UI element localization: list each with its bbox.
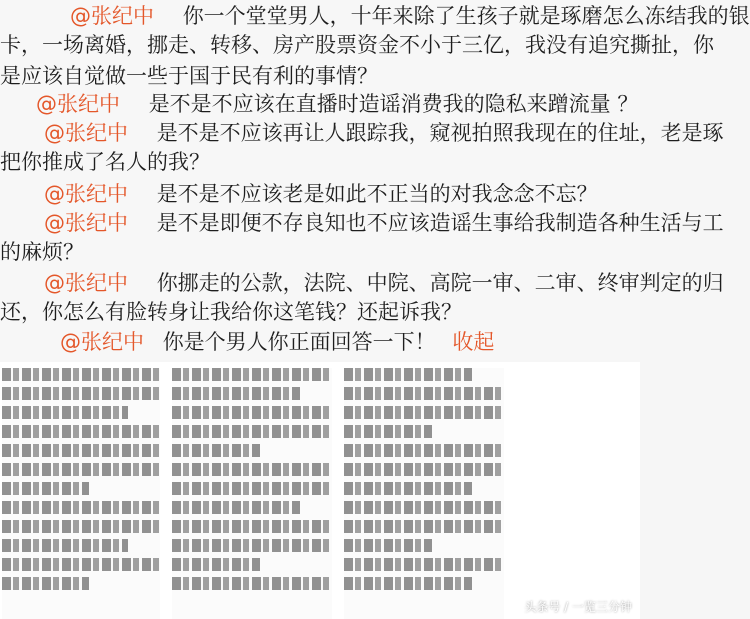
document-text-row bbox=[2, 501, 160, 514]
post-text: 还，你怎么有脸转身让我给你这笔钱？还起诉我？ bbox=[0, 300, 462, 324]
document-text-row bbox=[344, 425, 432, 438]
document-text-row bbox=[172, 558, 260, 571]
post-line-3 bbox=[0, 62, 378, 90]
mention-link[interactable]: @张纪中 bbox=[44, 182, 128, 206]
post-text: 你一个堂堂男人，十年来除了生孩子就是琢磨怎么冻结我的银 bbox=[182, 4, 750, 28]
post-line-4 bbox=[36, 90, 638, 118]
document-text-row bbox=[172, 577, 332, 590]
document-text-row bbox=[2, 425, 160, 438]
watermark-text: 头条号 / 一览三分钟 bbox=[524, 600, 632, 614]
document-text-row bbox=[2, 463, 160, 476]
post-text: 卡，一场离婚，挪走、转移、房产股票资金不小于三亿，我没有追究撕扯，你 bbox=[0, 33, 714, 57]
document-image-2 bbox=[172, 368, 332, 619]
document-text-row bbox=[2, 444, 160, 457]
post-text: 的麻烦？ bbox=[0, 240, 84, 264]
mention-link[interactable]: @张纪中 bbox=[44, 271, 128, 295]
document-text-row bbox=[172, 406, 332, 419]
post-line-11 bbox=[0, 298, 462, 326]
post-line-6 bbox=[0, 148, 210, 176]
mention-link[interactable]: @张纪中 bbox=[44, 121, 128, 145]
post-text: 把你推成了名人的我？ bbox=[0, 150, 210, 174]
document-text-row bbox=[2, 406, 128, 419]
document-text-row bbox=[344, 406, 504, 419]
document-text-row bbox=[344, 387, 504, 400]
document-text-row bbox=[172, 539, 332, 552]
document-text-row bbox=[344, 539, 432, 552]
mention-link[interactable]: @张纪中 bbox=[60, 330, 144, 354]
post-text: 是不是不应该在直播时造谣消费我的隐私来蹭流量 ？ bbox=[148, 92, 639, 116]
document-text-row bbox=[172, 520, 332, 533]
document-text-row bbox=[172, 463, 332, 476]
post-text: 是不是不应该老是如此不正当的对我念念不忘？ bbox=[156, 182, 598, 206]
document-text-row bbox=[2, 520, 160, 533]
document-text-row bbox=[344, 558, 504, 571]
document-text-row bbox=[2, 539, 128, 552]
document-image-1 bbox=[2, 368, 160, 619]
document-text-row bbox=[344, 482, 472, 495]
collapse-link[interactable]: 收起 bbox=[452, 330, 495, 354]
document-text-row bbox=[2, 558, 160, 571]
post-text: 是不是不应该再让人跟踪我，窥视拍照我现在的住址，老是琢 bbox=[156, 121, 724, 145]
document-text-row bbox=[172, 482, 332, 495]
document-image-3 bbox=[344, 368, 504, 619]
post-text: 是不是即便不存良知也不应该造谣生事给我制造各种生活与工 bbox=[156, 211, 724, 235]
post-line-5 bbox=[44, 119, 724, 147]
post-line-12 bbox=[60, 328, 494, 356]
document-text-row bbox=[2, 368, 160, 381]
post-line-7 bbox=[44, 180, 598, 208]
mention-link[interactable]: @张纪中 bbox=[36, 92, 120, 116]
mention-link[interactable]: @张纪中 bbox=[44, 211, 128, 235]
post-line-9 bbox=[0, 238, 84, 266]
document-text-row bbox=[2, 577, 89, 590]
document-text-row bbox=[344, 520, 504, 533]
post-line-8 bbox=[44, 209, 724, 237]
post-text: 你是个男人你正面回答一下！ bbox=[162, 330, 436, 354]
document-text-row bbox=[172, 387, 300, 400]
document-text-row bbox=[2, 387, 160, 400]
document-text-row bbox=[344, 444, 504, 457]
post-line-10 bbox=[44, 269, 724, 297]
post-text: 是应该自觉做一些于国于民有利的事情？ bbox=[0, 64, 378, 88]
document-text-row bbox=[172, 425, 332, 438]
post-line-1 bbox=[70, 2, 750, 30]
document-text-row bbox=[344, 368, 472, 381]
document-text-row bbox=[172, 444, 260, 457]
post-text: 你挪走的公款，法院、中院、高院一审、二审、终审判定的归 bbox=[156, 271, 724, 295]
document-text-row bbox=[172, 368, 332, 381]
document-text-row bbox=[172, 501, 300, 514]
document-text-row bbox=[344, 463, 504, 476]
document-text-row bbox=[344, 577, 472, 590]
court-document-images bbox=[0, 362, 640, 619]
mention-link[interactable]: @张纪中 bbox=[70, 4, 154, 28]
document-text-row bbox=[2, 482, 89, 495]
document-text-row bbox=[344, 501, 504, 514]
post-line-2 bbox=[0, 31, 714, 59]
